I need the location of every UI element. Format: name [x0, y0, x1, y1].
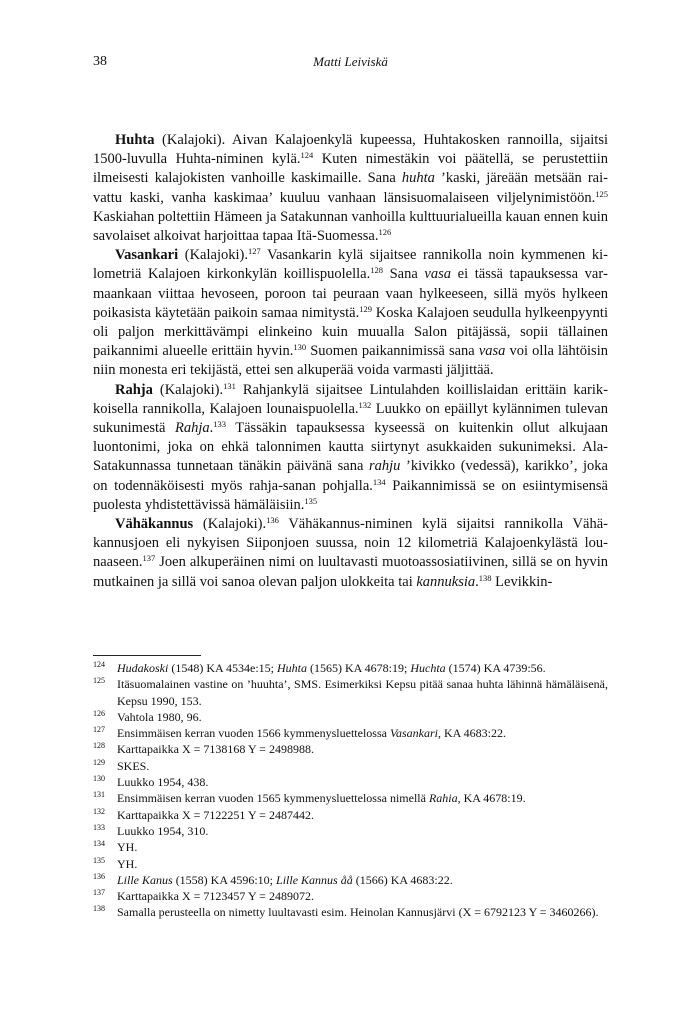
footnote-number: 125	[93, 676, 105, 686]
footnote-number: 130	[93, 774, 105, 784]
text-run: Tässäkin tapauksessa kyseessä on kuitenkin ollut alkujaan luontonimi, joka on ehkä talonnimen kautta siirtynyt asukkaiden sukunimeksi. Ala-Satakunnassa tunnetaan tänäkin päivänä sana	[93, 420, 608, 475]
footnote	[93, 872, 608, 888]
text-run: (1574) KA 4739:56.	[445, 661, 546, 675]
footnote-number: 127	[93, 725, 105, 735]
footnote-number: 128	[93, 741, 105, 751]
footnote	[93, 676, 608, 709]
footnote-number: 138	[93, 904, 105, 914]
footnote-number: 133	[93, 822, 105, 832]
text-run: SKES.	[117, 758, 150, 773]
text-run: Luukko 1954, 438.	[117, 775, 209, 790]
italic-term: Rahia,	[428, 791, 461, 806]
text-run: Kuten nimestäkin voi päätellä, se perustettiin ilmeisesti kalajokisten vanhoille kaskimaille. Sana	[93, 151, 608, 187]
italic-term: Huchta	[410, 661, 446, 675]
text-run: Levikkin-	[491, 573, 553, 590]
running-head: Matti Leiviskä	[313, 54, 388, 69]
text-run: Koska Kalajoen seudulla hylkeenpyynti oli paljon merkittävämpi elinkeino kuin muualla Salon pitäjässä, sopii tällainen paikannimi alueelle erittäin hyvin.	[93, 304, 608, 360]
text-run: Suomen paikannimissä sana	[306, 343, 479, 360]
text-run: (1558) KA 4596:10;	[172, 872, 277, 887]
body-text	[93, 131, 608, 592]
footnote	[93, 888, 608, 904]
text-run: (1565) KA 4678:19;	[306, 661, 411, 675]
footnote-ref: 128	[370, 265, 383, 276]
text-run: (Kalajoki).	[193, 516, 267, 533]
footnote-ref: 133	[213, 419, 227, 430]
entry-term: Vasankari	[115, 247, 179, 264]
paragraph	[93, 246, 608, 380]
footnote-ref: 124	[300, 150, 314, 161]
italic-term: Lille Kanus	[117, 872, 173, 887]
text-run: , KA 4683:22.	[437, 726, 506, 741]
footnote-ref: 130	[293, 342, 307, 353]
footnote	[93, 904, 608, 920]
text-run: (Kalajoki). Aivan Kalajoenkylä kupeessa, Huhtakosken rannoilla, sijaitsi 1500-luvulla Huhta-niminen kylä.	[93, 132, 608, 168]
text-run: Rahjankylä sijaitsee Lintulahden koillislaidan erittäin karikkoisella rannikolla, Kalajoen lounaispuolella.	[93, 381, 608, 417]
italic-term: vasa	[424, 266, 452, 283]
footnote-ref: 131	[223, 380, 236, 391]
text-run: Samalla perusteella on nimetty luultavasti esim. Heinolan Kannusjärvi (X = 6792123 Y = 3460266).	[117, 905, 599, 920]
text-run: Joen alkuperäinen nimi on luultavasti muotoassosiatiivinen, sillä se on hyvin mutkainen ja sillä voi sanoa olevan paljon ulokkeita tai	[93, 554, 608, 590]
footnote-rule	[93, 655, 201, 656]
footnote-ref: 135	[304, 495, 318, 506]
footnote	[93, 725, 608, 741]
footnote-number: 137	[93, 888, 105, 898]
text-run: ’kivikko (vedessä), karikko’, joka on todennäköisesti myös rahja-sanan pohjalla.	[93, 458, 608, 494]
footnote	[93, 709, 608, 725]
text-run: Sana	[382, 266, 425, 283]
text-run: Vahtola 1980, 96.	[117, 709, 202, 724]
footnote	[93, 856, 608, 872]
text-run: Karttapaikka X = 7123457 Y = 2489072.	[117, 889, 314, 904]
footnote	[93, 807, 608, 823]
footnote-number: 129	[93, 757, 105, 767]
footnote-ref: 132	[358, 399, 372, 410]
page-header	[93, 54, 608, 74]
entry-term: Vähäkannus	[115, 516, 194, 533]
text-run: Karttapaikka X = 7138168 Y = 2498988.	[117, 742, 314, 757]
footnote-number: 124	[93, 660, 105, 669]
text-run: Paikannimissä se on esiintymisensä puolesta yhdistettävissä hämäläisiin.	[93, 477, 608, 513]
footnote-ref: 126	[378, 227, 392, 238]
footnote	[93, 660, 608, 676]
italic-term: rahju	[368, 458, 401, 475]
entry-term: Rahja	[115, 381, 153, 398]
text-run: .	[209, 420, 214, 437]
text-run: YH.	[117, 856, 138, 871]
footnotes	[93, 660, 608, 921]
paragraph	[93, 131, 608, 246]
footnote-number: 126	[93, 708, 105, 718]
text-run: Ensimmäisen kerran vuoden 1565 kymmenysluettelossa nimellä	[117, 791, 429, 806]
text-run: Vasankarin kylä sijaitsee rannikolla noin kymmenen kilometriä Kalajoen kirkonkylän koillispuolella.	[93, 247, 608, 283]
text-run: KA 4678:19.	[460, 791, 526, 806]
footnote	[93, 823, 608, 839]
italic-term: Rahja	[175, 420, 210, 437]
italic-term: Hudakoski	[117, 661, 169, 675]
paragraph	[93, 381, 608, 515]
text-run: .	[475, 573, 479, 590]
text-run: ’kaski, järeään metsään raivattu kaski, vanha kaskimaa’ kuuluu vanhaan länsisuomalaiseen viljelynimistöön.	[93, 170, 608, 206]
footnote-number: 131	[93, 790, 105, 800]
text-run: (1566) KA 4683:22.	[352, 872, 453, 887]
text-run: Itäsuomalainen vastine on ’huuhta’, SMS. Esimerkiksi Kepsu pitää sanaa huhta lähinnä hämäläisenä, Kepsu 1990, 153.	[117, 677, 608, 708]
footnote-ref: 125	[595, 188, 608, 199]
footnote-number: 135	[93, 855, 105, 865]
text-run: Vähäkannus-niminen kylä sijaitsi rannikolla Vähäkannusjoen eli nykyisen Siiponjoen suussa, noin 12 kilometriä Kalajoenkylästä lounaaseen.	[93, 516, 608, 571]
text-run: Ensimmäisen kerran vuoden 1566 kymmenysluettelossa	[117, 726, 390, 741]
footnote-number: 132	[93, 806, 105, 816]
text-run: Luukko 1954, 310.	[117, 823, 209, 838]
italic-term: kannuksia	[416, 573, 476, 590]
text-run: (1548) KA 4534e:15;	[168, 661, 277, 675]
footnote	[93, 774, 608, 790]
paragraph	[93, 515, 608, 592]
italic-term: Vasankari	[389, 726, 438, 741]
footnote-ref: 129	[359, 303, 372, 314]
text-run: (Kalajoki).	[178, 247, 248, 264]
text-run: (Kalajoki).	[152, 381, 224, 398]
entry-term: Huhta	[115, 132, 155, 148]
italic-term: Huhta	[276, 661, 307, 675]
footnote	[93, 790, 608, 806]
text-run: Kaskiahan poltettiin Hämeen ja Satakunnan vanhoilla kulttuurialueilla kauan ennen kuin savolaiset alkoivat harjoittaa tapaa Itä-Suomessa.	[93, 208, 608, 245]
footnote-number: 136	[93, 871, 105, 881]
footnote-ref: 127	[247, 246, 261, 257]
footnote	[93, 758, 608, 774]
footnote-ref: 137	[142, 553, 156, 564]
footnote-number: 134	[93, 839, 105, 849]
page-number: 38	[93, 54, 107, 69]
footnote	[93, 741, 608, 757]
text-run: ei tässä tapauksessa varmaankaan viittaa hevoseen, poroon tai peuraan vaan hylkeeseen, sillä myös hylkeen poikasista käytetään paikoin samaa nimitystä.	[93, 266, 609, 321]
footnote-ref: 136	[266, 515, 279, 526]
italic-term: vasa	[478, 343, 506, 360]
italic-term: Lille Kannus åå	[276, 872, 353, 887]
text-run: YH.	[117, 840, 138, 855]
footnote-ref: 138	[478, 572, 492, 583]
text-run: voi olla lähtöisin niin monesta eri tekijästä, ettei sen alkuperää voida varmasti jäljittää.	[93, 343, 608, 379]
footnote-ref: 134	[372, 476, 386, 487]
footnote	[93, 839, 608, 855]
text-run: Karttapaikka X = 7122251 Y = 2487442.	[117, 807, 314, 822]
text-run: Luukko on epäillyt kylännimen tulevan sukunimestä	[93, 400, 608, 437]
italic-term: huhta	[401, 170, 435, 187]
